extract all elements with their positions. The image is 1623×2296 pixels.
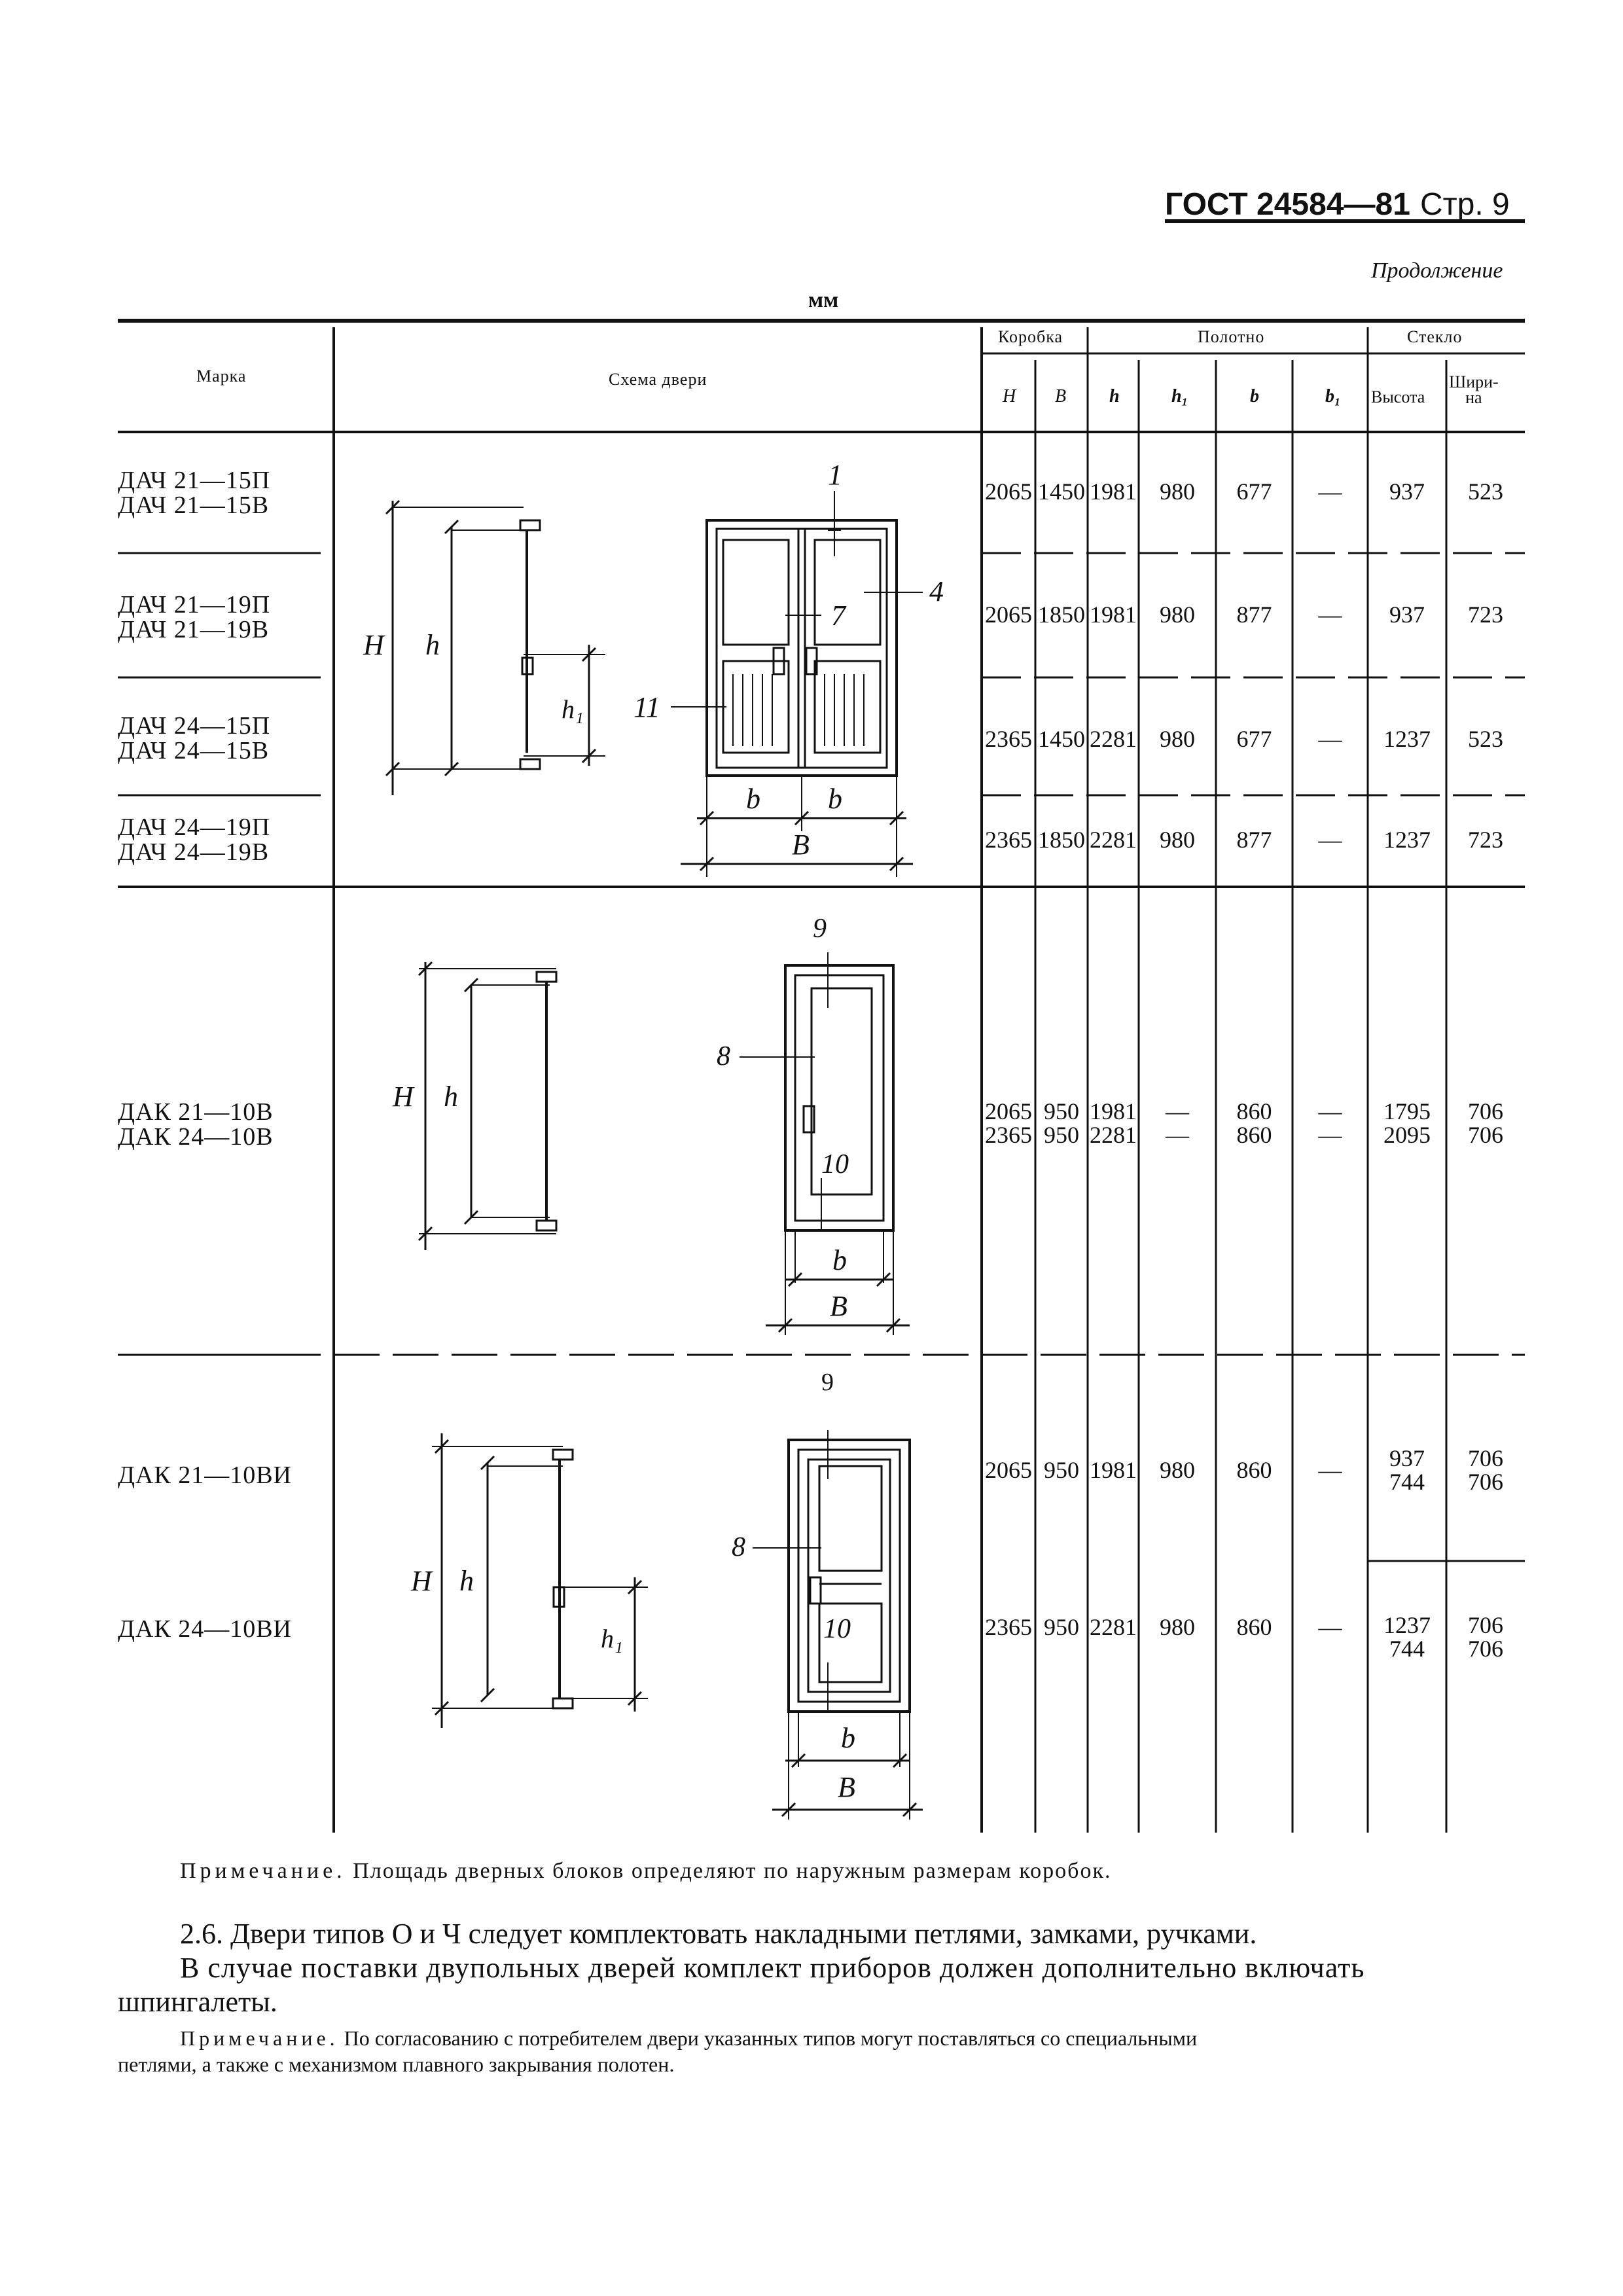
row-3-marks: ДАЧ 24—15П ДАЧ 24—15В	[118, 712, 271, 764]
row-4-b1: —	[1318, 827, 1342, 853]
continuation-label: Продолжение	[1371, 259, 1503, 283]
diagram1-h1-label: h₁	[562, 694, 584, 724]
row-3-B: 1450	[1038, 726, 1085, 752]
row-2-b1: —	[1318, 601, 1342, 628]
diagram2-H-label: H	[393, 1081, 414, 1113]
column-box-header: Коробка	[998, 327, 1063, 346]
row-2-H: 2065	[985, 601, 1032, 628]
note-1-text: Площадь дверных блоков определяют по наружным размерам коробок.	[353, 1859, 1112, 1883]
row-7-b: 860	[1236, 1614, 1272, 1640]
row-6-H: 2065	[985, 1457, 1032, 1483]
diagram2-callout-9: 9	[813, 914, 827, 944]
paragraph-2-6-line-3: шпингалеты.	[118, 1986, 277, 2018]
column-width-header: Шири- на	[1449, 372, 1499, 407]
row-5-B: 950 950	[1044, 1098, 1079, 1148]
diagram3-B-label: B	[838, 1771, 855, 1803]
row-6-B: 950	[1044, 1457, 1079, 1483]
diagram2-b-label: b	[832, 1244, 847, 1276]
column-B-header: B	[1055, 386, 1067, 406]
row-2-marks: ДАЧ 21—19П ДАЧ 21—19В	[118, 591, 271, 643]
diagram1-callout-11: 11	[633, 691, 660, 723]
diagram1-b-right-label: b	[828, 783, 842, 815]
row-7-glass-width: 706 706	[1468, 1612, 1503, 1662]
diagram1-B-label: B	[792, 829, 810, 861]
row-3-glass-height: 1237	[1383, 726, 1431, 752]
column-leaf-header: Полотно	[1198, 327, 1265, 346]
diagram1-callout-7: 7	[831, 600, 846, 632]
diagram3-h1-label: h₁	[601, 1624, 623, 1653]
row-6-marks: ДАК 21—10ВИ	[118, 1462, 292, 1489]
diagram3-callout-9: 9	[821, 1369, 834, 1396]
paragraph-2-6-line-2: В случае поставки двупольных дверей комплект приборов должен дополнительно включать	[180, 1952, 1365, 1984]
diagram2-h-label: h	[444, 1081, 458, 1113]
column-height-header: Высота	[1371, 387, 1425, 406]
row-1-b: 677	[1236, 478, 1272, 505]
row-6-b1: —	[1318, 1457, 1342, 1483]
row-2-b: 877	[1236, 601, 1272, 628]
row-6-glass-height: 937 744	[1389, 1445, 1425, 1495]
column-h-header: h	[1109, 386, 1120, 406]
row-5-marks: ДАК 21—10В ДАК 24—10В	[118, 1098, 274, 1151]
diagram1-h-label: h	[425, 629, 440, 661]
row-5-b: 860 860	[1236, 1098, 1272, 1148]
row-3-glass-width: 523	[1468, 726, 1503, 752]
row-1-B: 1450	[1038, 478, 1085, 505]
diagram1-callout-4: 4	[929, 575, 944, 607]
row-7-B: 950	[1044, 1614, 1079, 1640]
diagram3-callout-10: 10	[823, 1614, 851, 1644]
note-2-text-line-1: По согласованию с потребителем двери указанных типов могут поставляться со специальными	[344, 2026, 1198, 2050]
diagram3-H-label: H	[411, 1565, 432, 1597]
row-3-b: 677	[1236, 726, 1272, 752]
row-3-h1: 980	[1160, 726, 1195, 752]
paragraph-2-6-line-1: 2.6. Двери типов О и Ч следует комплектовать накладными петлями, замками, ручками.	[180, 1918, 1257, 1950]
diagram2-callout-10: 10	[821, 1149, 849, 1179]
note-2-line-2: петлями, а также с механизмом плавного закрывания полотен.	[118, 2053, 675, 2076]
row-2-B: 1850	[1038, 601, 1085, 628]
standard-number: ГОСТ 24584—81	[1165, 187, 1410, 222]
page-number: Стр. 9	[1420, 187, 1510, 222]
row-1-h1: 980	[1160, 478, 1195, 505]
row-4-B: 1850	[1038, 827, 1085, 853]
diagram1-callout-1: 1	[828, 459, 842, 491]
diagram1-H-label: H	[363, 629, 384, 661]
row-2-glass-height: 937	[1389, 601, 1425, 628]
row-3-h: 2281	[1090, 726, 1137, 752]
row-4-marks: ДАЧ 24—19П ДАЧ 24—19В	[118, 814, 271, 866]
row-4-glass-width: 723	[1468, 827, 1503, 853]
row-7-h: 2281	[1090, 1614, 1137, 1640]
row-4-h: 2281	[1090, 827, 1137, 853]
row-1-marks: ДАЧ 21—15П ДАЧ 21—15В	[118, 467, 271, 519]
column-b1-header: b₁	[1325, 386, 1341, 406]
row-1-H: 2065	[985, 478, 1032, 505]
row-1-glass-width: 523	[1468, 478, 1503, 505]
row-5-H: 2065 2365	[985, 1098, 1032, 1148]
row-4-h1: 980	[1160, 827, 1195, 853]
row-5-h: 1981 2281	[1090, 1098, 1137, 1148]
diagram1-b-left-label: b	[746, 783, 760, 815]
column-glass-header: Стекло	[1407, 327, 1463, 346]
units-label: мм	[808, 288, 839, 312]
row-7-h1: 980	[1160, 1614, 1195, 1640]
row-5-glass-width: 706 706	[1468, 1098, 1503, 1148]
row-1-glass-height: 937	[1389, 478, 1425, 505]
row-7-glass-height: 1237 744	[1383, 1612, 1431, 1662]
diagram2-B-label: B	[830, 1290, 847, 1322]
row-1-h: 1981	[1090, 478, 1137, 505]
row-3-H: 2365	[985, 726, 1032, 752]
row-6-h1: 980	[1160, 1457, 1195, 1483]
row-7-marks: ДАК 24—10ВИ	[118, 1615, 292, 1643]
row-3-b1: —	[1318, 726, 1342, 752]
row-5-h1: — —	[1166, 1098, 1189, 1148]
diagram3-b-label: b	[841, 1722, 855, 1754]
row-7-H: 2365	[985, 1614, 1032, 1640]
column-h1-header: h₁	[1171, 386, 1188, 406]
row-4-glass-height: 1237	[1383, 827, 1431, 853]
row-5-b1: — —	[1318, 1098, 1342, 1148]
column-H-header: H	[1003, 386, 1016, 406]
diagram3-h-label: h	[459, 1565, 474, 1597]
row-1-b1: —	[1318, 478, 1342, 505]
row-5-glass-height: 1795 2095	[1383, 1098, 1431, 1148]
column-scheme-header: Схема двери	[609, 370, 707, 389]
column-b-header: b	[1250, 386, 1259, 406]
note-2-line-1	[180, 2026, 1197, 2051]
row-4-H: 2365	[985, 827, 1032, 853]
diagram2-callout-8: 8	[717, 1041, 730, 1071]
row-2-h1: 980	[1160, 601, 1195, 628]
note-2-label: Примечание.	[180, 2026, 339, 2050]
row-6-h: 1981	[1090, 1457, 1137, 1483]
diagram3-callout-8: 8	[732, 1532, 745, 1562]
row-4-b: 877	[1236, 827, 1272, 853]
row-2-glass-width: 723	[1468, 601, 1503, 628]
column-mark-header: Марка	[196, 367, 247, 386]
row-2-h: 1981	[1090, 601, 1137, 628]
row-7-b1: —	[1318, 1614, 1342, 1640]
note-1	[180, 1859, 1111, 1884]
row-6-b: 860	[1236, 1457, 1272, 1483]
row-6-glass-width: 706 706	[1468, 1445, 1503, 1495]
note-1-label: Примечание.	[180, 1859, 346, 1883]
